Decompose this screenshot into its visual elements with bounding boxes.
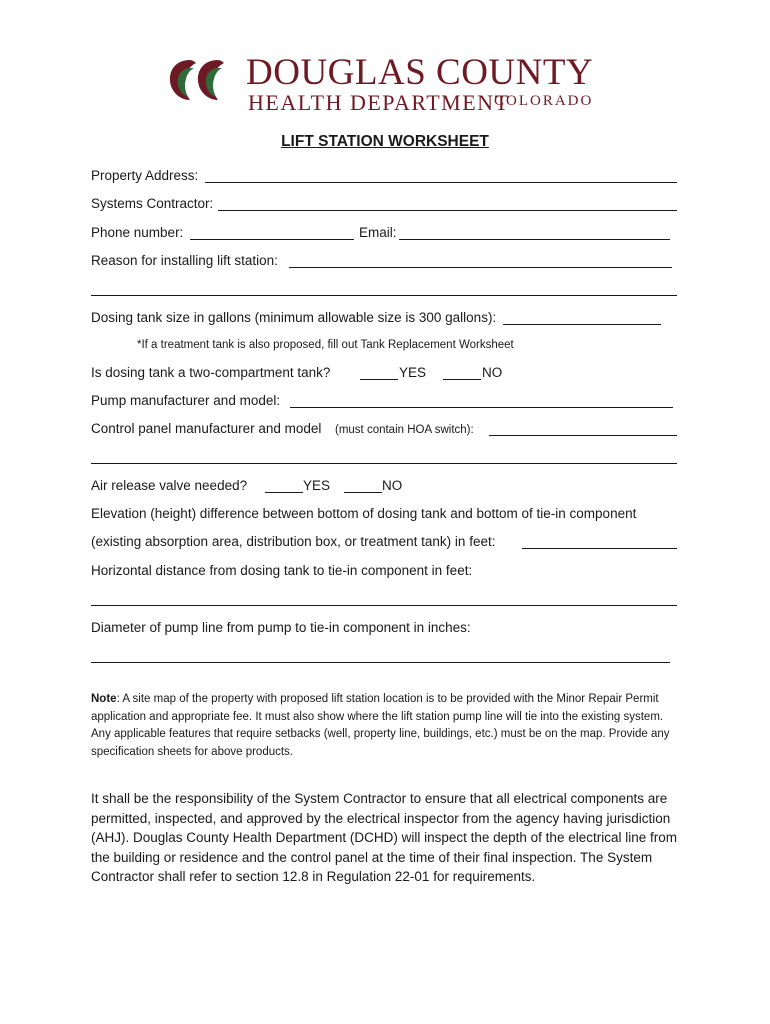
two-compartment-yes-label: YES — [399, 365, 427, 380]
org-subtitle: HEALTH DEPARTMENT — [248, 90, 510, 115]
pump-manufacturer-field[interactable] — [290, 407, 673, 408]
phone-number-label: Phone number: — [91, 225, 184, 240]
email-label: Email: — [359, 225, 397, 240]
horizontal-distance-label: Horizontal distance from dosing tank to tie-in component in feet: — [91, 563, 473, 578]
page-title: LIFT STATION WORKSHEET — [281, 133, 489, 150]
control-panel-field[interactable] — [489, 435, 677, 436]
air-release-yes-label: YES — [303, 478, 331, 493]
air-release-no-label: NO — [382, 478, 403, 493]
control-panel-field-continued[interactable] — [91, 463, 677, 464]
reason-field[interactable] — [289, 267, 672, 268]
dosing-tank-size-label: Dosing tank size in gallons (minimum allowable size is 300 gallons): — [91, 310, 497, 325]
pump-line-diameter-label: Diameter of pump line from pump to tie-in component in inches: — [91, 620, 471, 635]
dchd-logo-icon — [166, 54, 242, 106]
org-name: DOUGLAS COUNTY — [246, 52, 594, 93]
phone-number-field[interactable] — [190, 239, 354, 240]
systems-contractor-field[interactable] — [218, 210, 677, 211]
systems-contractor-label: Systems Contractor: — [91, 196, 214, 211]
control-panel-label: Control panel manufacturer and model — [91, 421, 322, 436]
two-compartment-no-label: NO — [482, 365, 503, 380]
air-release-yes-blank[interactable] — [265, 492, 303, 493]
elevation-label-line2: (existing absorption area, distribution box, or treatment tank) in feet: — [91, 534, 496, 549]
control-panel-note: (must contain HOA switch): — [335, 424, 474, 436]
pump-line-diameter-field[interactable] — [91, 662, 670, 663]
elevation-label-line1: Elevation (height) difference between bottom of dosing tank and bottom of tie-in component — [91, 506, 637, 521]
org-state: COLORADO — [494, 93, 594, 109]
air-release-label: Air release valve needed? — [91, 478, 248, 493]
property-address-field[interactable] — [205, 182, 677, 183]
two-compartment-no-blank[interactable] — [443, 379, 481, 380]
two-compartment-yes-blank[interactable] — [360, 379, 398, 380]
property-address-label: Property Address: — [91, 168, 199, 183]
elevation-field[interactable] — [522, 548, 677, 549]
treatment-tank-note: *If a treatment tank is also proposed, fill out Tank Replacement Worksheet — [137, 339, 514, 351]
reason-label: Reason for installing lift station: — [91, 253, 278, 268]
email-field[interactable] — [399, 239, 670, 240]
reason-field-continued[interactable] — [91, 295, 677, 296]
note-text: : A site map of the property with proposed lift station location is to be provided with the Minor Repair Permit application and appropriate fee. It must also show where the lift station pump line will tie into the existing system. Any applicable features that require setbacks (well, property line, buildings, etc.) must be on the map. Provide any specification sheets for above products. — [91, 693, 670, 758]
responsibility-paragraph: It shall be the responsibility of the System Contractor to ensure that all electrical components are permitted, inspected, and approved by the electrical inspector from the agency having jurisdiction (AHJ). Douglas County Health Department (DCHD) will inspect the depth of the electrical line from the building or residence and the control panel at the time of their final inspection. The System Contractor shall refer to section 12.8 in Regulation 22-01 for requirements. — [91, 791, 677, 884]
air-release-no-blank[interactable] — [344, 492, 382, 493]
note-label: Note — [91, 693, 117, 705]
dosing-tank-size-field[interactable] — [503, 324, 661, 325]
two-compartment-label: Is dosing tank a two-compartment tank? — [91, 365, 331, 380]
pump-manufacturer-label: Pump manufacturer and model: — [91, 393, 281, 408]
horizontal-distance-field[interactable] — [91, 605, 677, 606]
site-map-note — [91, 691, 681, 761]
